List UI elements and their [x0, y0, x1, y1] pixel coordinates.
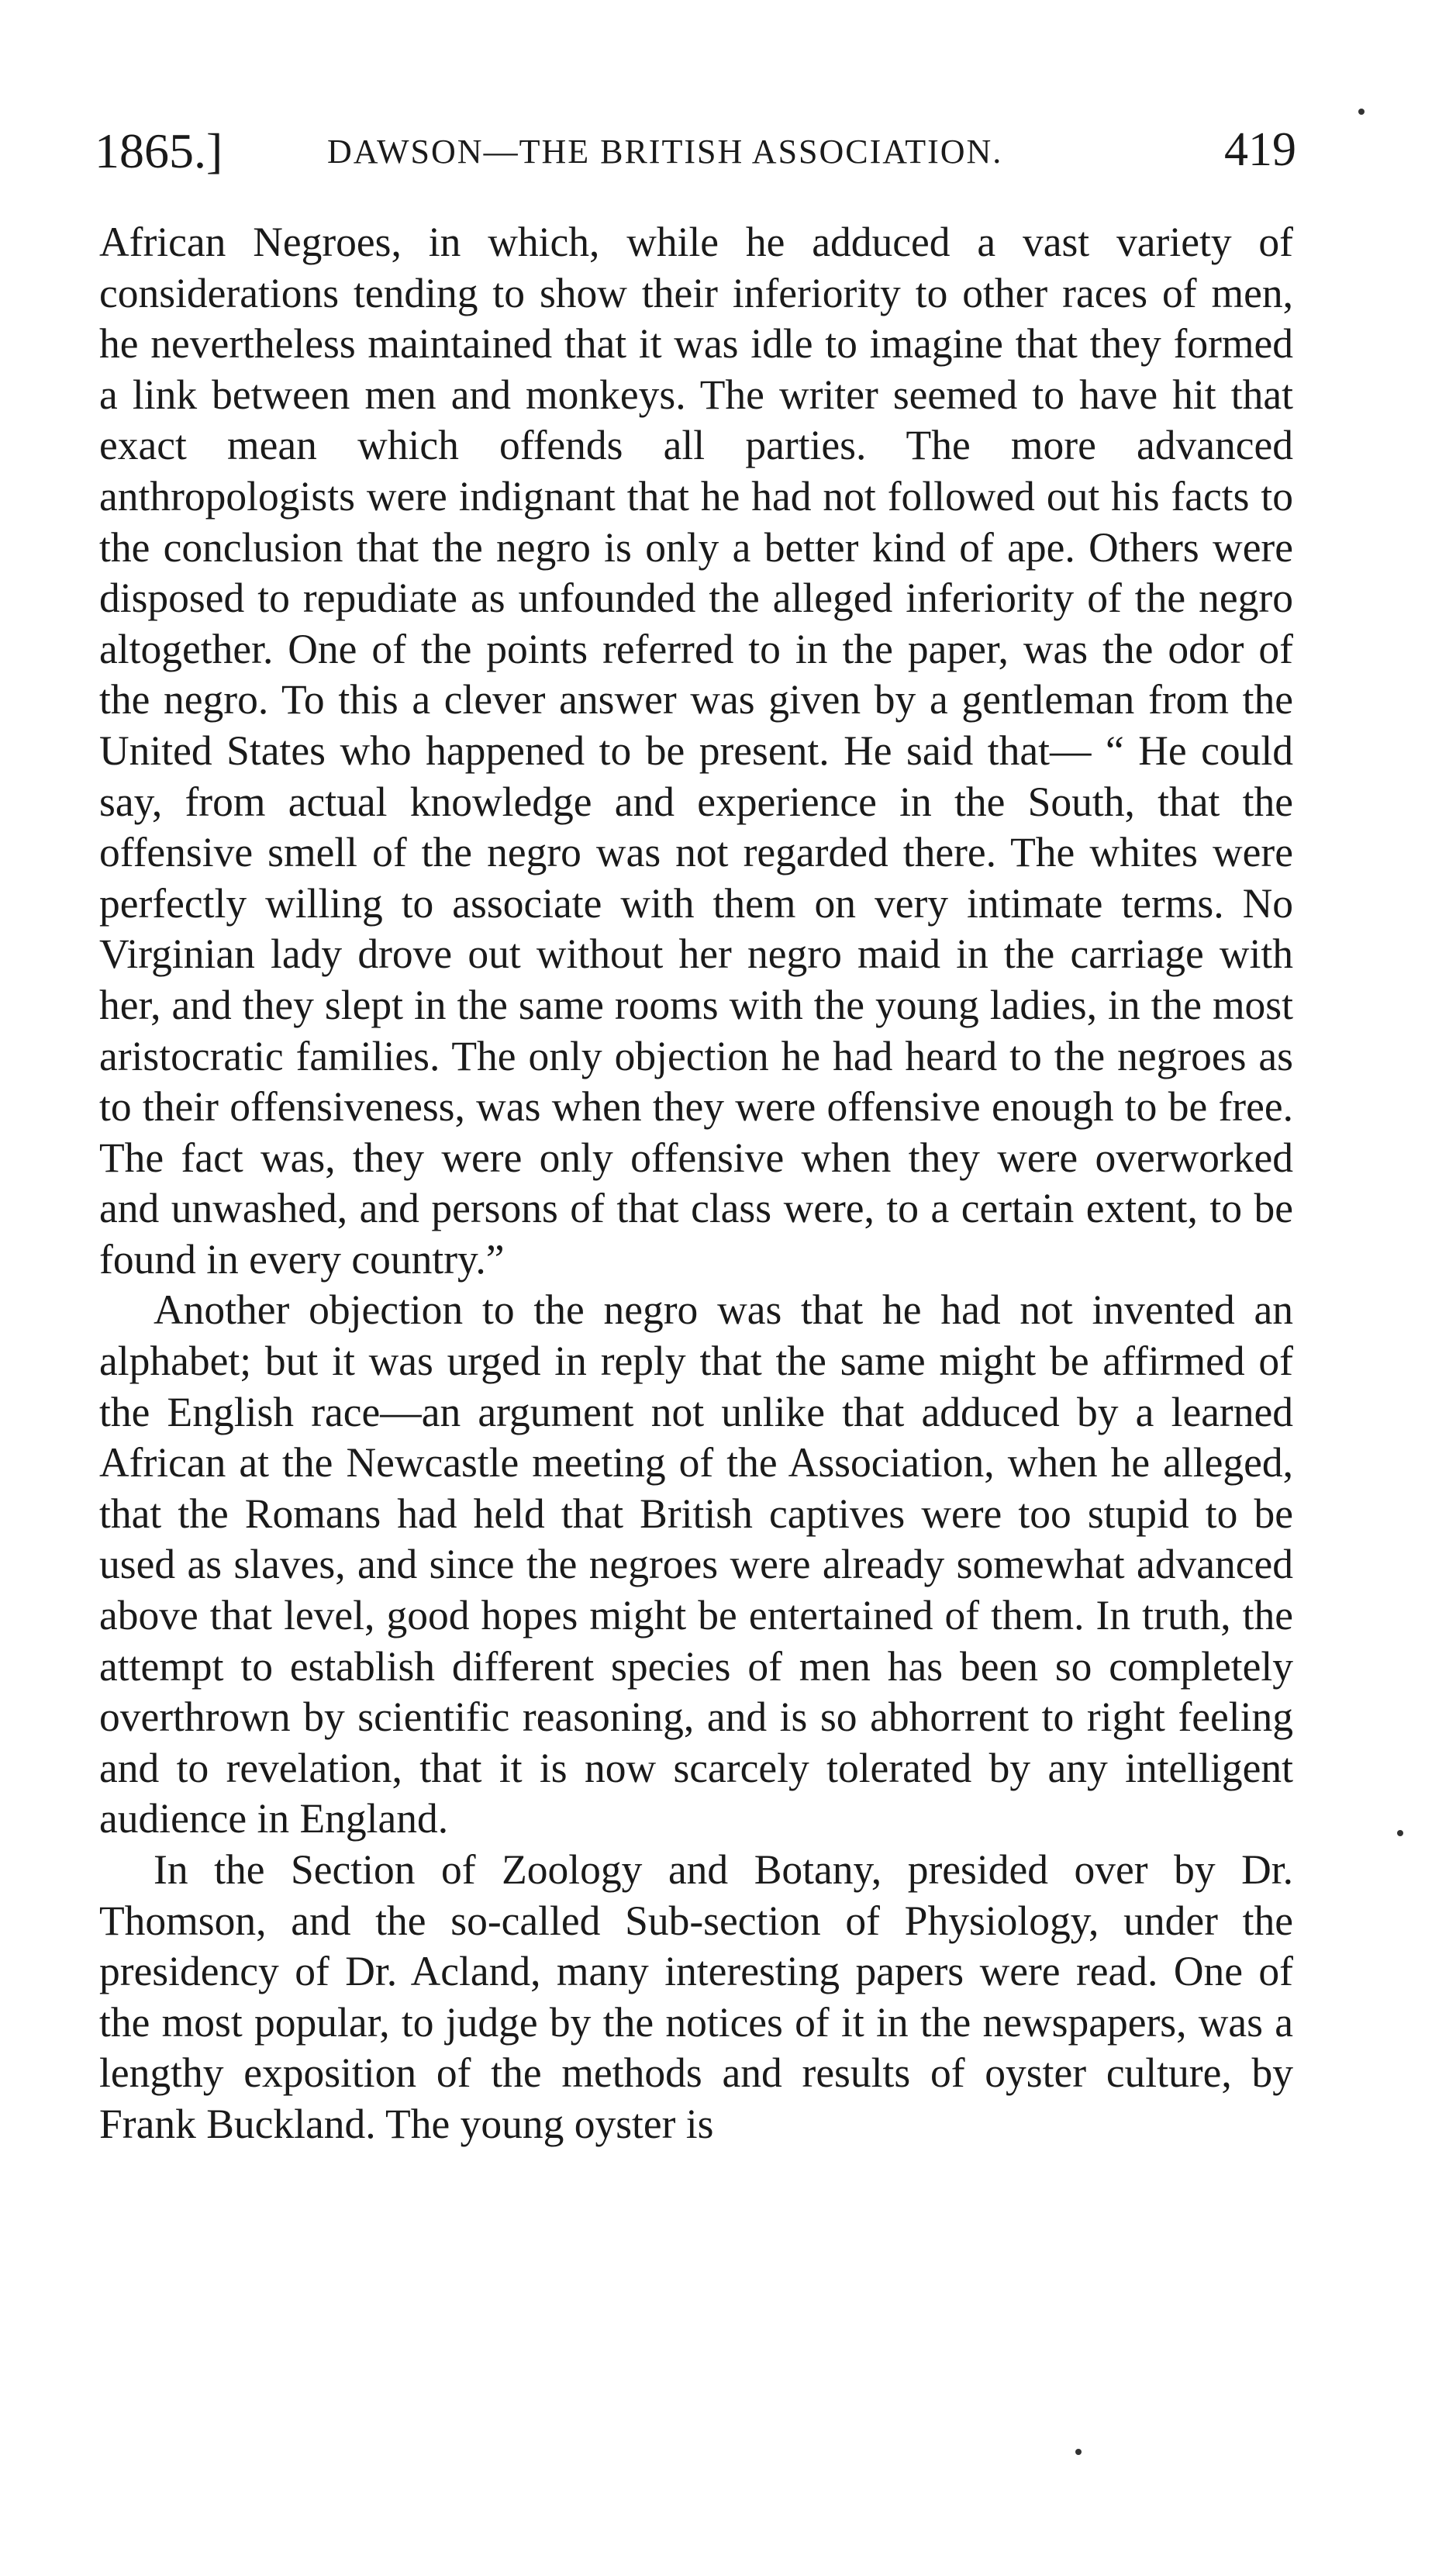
running-head-title: DAWSON—THE BRITISH ASSOCIATION.: [327, 133, 1003, 171]
print-speck: [1358, 109, 1365, 115]
print-speck: [1397, 1830, 1403, 1836]
running-head-year: 1865.]: [95, 123, 223, 178]
body-text: [99, 217, 1293, 2150]
paragraph-objection: Another objection to the negro was that he had not invented an alphabet; but it was urged in reply that the same might be affirmed of the English race—an argument not unlike that adduced by a learned African at the Newcastle meeting of the Association, when he alleged, that the Romans had held that British captives were too stupid to be used as slaves, and since the negroes were already somewhat advanced above that level, good hopes might be entertained of them. In truth, the attempt to establish different species of men has been so completely overthrown by scientific reasoning, and is so abhorrent to right feeling and to revelation, that it is now scarcely tolerated by any intelligent audience in England.: [99, 1286, 1293, 1842]
running-head: [95, 123, 1296, 192]
paragraph-continued: African Negroes, in which, while he adduced a vast variety of considerations tending to show their inferiority to other races of men, he nevertheless maintained that it was idle to imagine that they formed a link between men and monkeys. The writer seemed to have hit that exact mean which offends all parties. The more advanced anthropologists were indignant that he had not followed out his facts to the conclusion that the negro is only a better kind of ape. Others were disposed to repudiate as unfounded the alleged inferiority of the negro altogether. One of the points referred to in the paper, was the odor of the negro. To this a clever answer was given by a gentleman from the United States who happened to be present. He said that— “ He could say, from actual knowledge and experience in the South, that the offensive smell of the negro was not regarded there. The whites were perfectly willing to associate with them on very intimate terms. No Virginian lady drove out without her negro maid in the carriage with her, and they slept in the same rooms with the young ladies, in the most aristocratic families. The only objection he had heard to the negroes as to their offensiveness, was when they were offensive enough to be free. The fact was, they were only offensive when they were overworked and unwashed, and persons of that class were, to a certain extent, to be found in every country.”: [99, 219, 1293, 1283]
paragraph-zoology-section: In the Section of Zoology and Botany, presided over by Dr. Thomson, and the so-called Sub-section of Physiology, under the presidency of Dr. Acland, many interesting papers were read. One of the most popular, to judge by the notices of it in the newspapers, was a lengthy exposition of the methods and results of oyster culture, by Frank Buckland. The young oyster is: [99, 1846, 1293, 2147]
page-number: 419: [1224, 123, 1296, 176]
print-speck: [1075, 2449, 1082, 2455]
